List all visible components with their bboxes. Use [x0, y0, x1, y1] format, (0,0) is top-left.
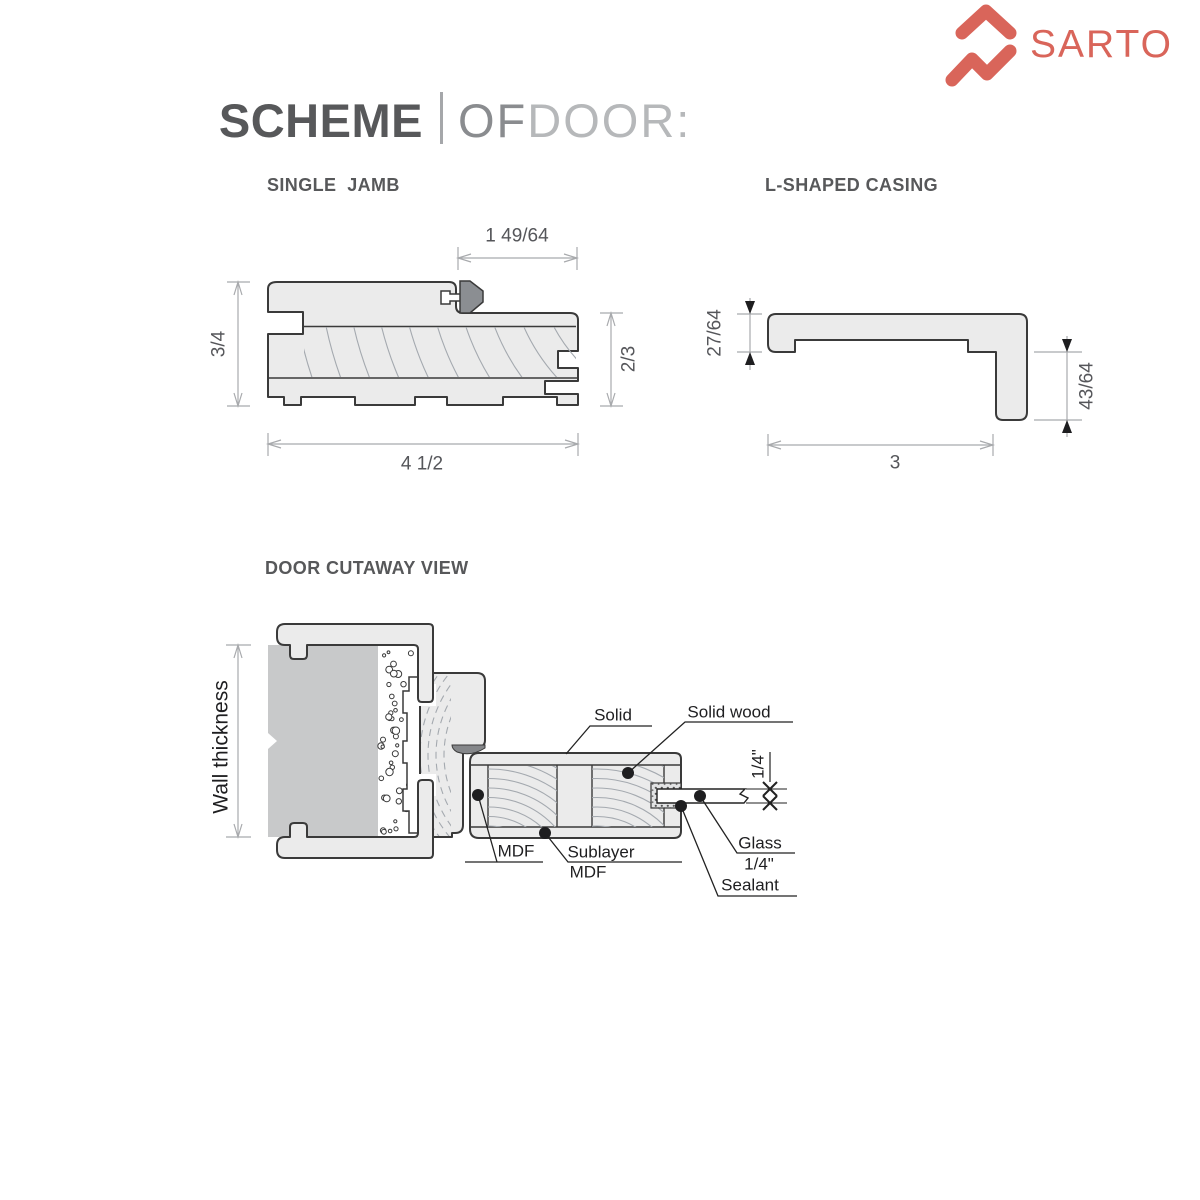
- glass-dim-label: 1/4": [748, 749, 768, 779]
- l-casing-profile: [768, 314, 1027, 420]
- dim-casing-width: 3: [889, 452, 901, 474]
- dim-casing-left: 27/64: [704, 309, 726, 357]
- sarto-logo-icon: [952, 11, 1010, 80]
- cutaway-drawing: [226, 619, 797, 1034]
- l-casing-drawing: [737, 298, 1082, 456]
- label-sealant: Sealant: [721, 875, 779, 895]
- page-title-door: DOOR:: [527, 94, 692, 147]
- door-seal-gasket: [460, 281, 483, 313]
- section-title-single-jamb: SINGLE JAMB: [267, 175, 400, 195]
- logo-text: SARTO: [1030, 23, 1173, 66]
- dim-jamb-width: 4 1/2: [400, 453, 444, 475]
- label-mdf: MDF: [497, 841, 535, 861]
- wall-section: [268, 645, 378, 837]
- dim-casing-right: 43/64: [1076, 362, 1098, 410]
- page-title-of: OF: [457, 94, 528, 147]
- single-jamb-profile: [268, 282, 578, 405]
- dim-jamb-rabbet: 1 49/64: [485, 225, 549, 247]
- title-divider: [440, 92, 443, 144]
- section-title-l-casing: L-SHAPED CASING: [765, 175, 939, 195]
- label-solid: Solid: [594, 705, 632, 725]
- label-solid-wood: Solid wood: [687, 702, 771, 722]
- label-sublayer-line1: Sublayer: [567, 842, 635, 862]
- dim-jamb-height: 3/4: [208, 330, 230, 358]
- section-title-cutaway: DOOR CUTAWAY VIEW: [265, 558, 469, 578]
- label-glass-line2: 1/4": [744, 854, 774, 874]
- page-title-scheme: SCHEME: [218, 94, 423, 147]
- wall-thickness-label: Wall thickness: [209, 680, 233, 814]
- page-title: [210, 76, 692, 147]
- label-glass-line1: Glass: [738, 833, 782, 853]
- dim-jamb-right: 2/3: [618, 345, 640, 373]
- label-sublayer-line2: MDF: [569, 862, 607, 882]
